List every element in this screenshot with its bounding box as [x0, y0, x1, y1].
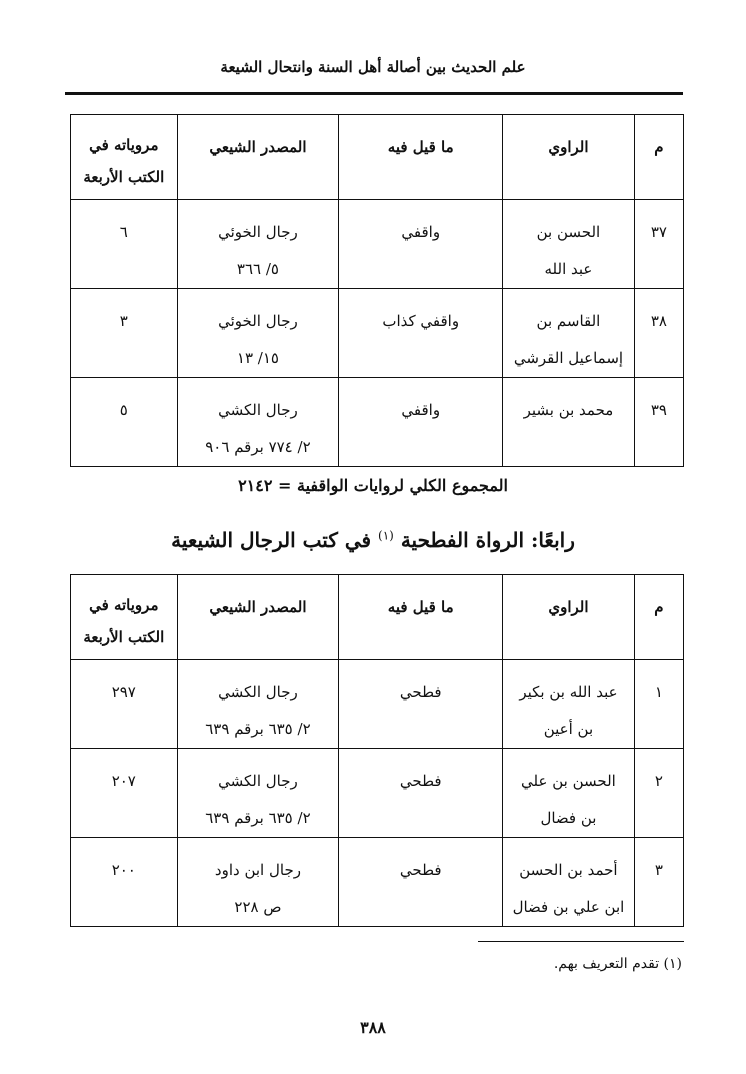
- table-header-row: [71, 115, 684, 200]
- said-cell: واقفي كذاب: [339, 289, 503, 378]
- table-row: [71, 200, 684, 289]
- running-head: علم الحديث بين أصالة أهل السنة وانتحال الشيعة: [220, 58, 526, 76]
- section-title-main: رابعًا: الرواة الفطحية: [400, 528, 575, 552]
- narrator-cell: عبد الله بن بكير بن أعين: [503, 660, 635, 749]
- fathi-narrators-table: [70, 574, 684, 927]
- source-cell: رجال الخوئي ٥/ ٣٦٦: [177, 200, 339, 289]
- table-row: [71, 378, 684, 467]
- section-title: [0, 528, 746, 552]
- col-header-num: م: [634, 575, 683, 660]
- source-cell: رجال الخوئي ١٥/ ١٣: [177, 289, 339, 378]
- table-row: [71, 289, 684, 378]
- count-cell: ٢٠٠: [71, 838, 178, 927]
- narrator-cell: محمد بن بشير: [503, 378, 635, 467]
- footnote: (١) تقدم التعريف بهم.: [553, 956, 682, 972]
- narrator-cell: أحمد بن الحسن ابن علي بن فضال: [503, 838, 635, 927]
- count-cell: ٥: [71, 378, 178, 467]
- col-header-narrator: الراوي: [503, 115, 635, 200]
- row-number: ٣٧: [634, 200, 683, 289]
- source-cell: رجال الكشي ٢/ ٦٣٥ برقم ٦٣٩: [177, 660, 339, 749]
- table-row: [71, 660, 684, 749]
- said-cell: فطحي: [339, 838, 503, 927]
- col-header-count: مروياته في الكتب الأربعة: [71, 575, 178, 660]
- col-header-said: ما قيل فيه: [339, 575, 503, 660]
- table-row: [71, 749, 684, 838]
- narrator-cell: الحسن بن عبد الله: [503, 200, 635, 289]
- source-cell: رجال الكشي ٢/ ٧٧٤ برقم ٩٠٦: [177, 378, 339, 467]
- count-cell: ٢٠٧: [71, 749, 178, 838]
- section-title-rest: في كتب الرجال الشيعية: [171, 528, 372, 552]
- col-header-count: مروياته في الكتب الأربعة: [71, 115, 178, 200]
- col-header-said: ما قيل فيه: [339, 115, 503, 200]
- source-cell: رجال ابن داود ص ٢٢٨: [177, 838, 339, 927]
- col-header-source: المصدر الشيعي: [177, 575, 339, 660]
- said-cell: واقفي: [339, 200, 503, 289]
- said-cell: فطحي: [339, 749, 503, 838]
- col-header-source: المصدر الشيعي: [177, 115, 339, 200]
- count-cell: ٦: [71, 200, 178, 289]
- said-cell: فطحي: [339, 660, 503, 749]
- narrator-cell: الحسن بن علي بن فضال: [503, 749, 635, 838]
- row-number: ٣: [634, 838, 683, 927]
- count-cell: ٣: [71, 289, 178, 378]
- row-number: ٢: [634, 749, 683, 838]
- footnote-rule: [478, 941, 684, 942]
- footnote-marker: (١): [378, 528, 394, 543]
- count-cell: ٢٩٧: [71, 660, 178, 749]
- source-cell: رجال الكشي ٢/ ٦٣٥ برقم ٦٣٩: [177, 749, 339, 838]
- header-rule: [65, 92, 683, 95]
- page-number: ٣٨٨: [360, 1018, 386, 1037]
- row-number: ٣٨: [634, 289, 683, 378]
- table-header-row: [71, 575, 684, 660]
- row-number: ١: [634, 660, 683, 749]
- waqifi-narrators-table: [70, 114, 684, 467]
- table-row: [71, 838, 684, 927]
- said-cell: واقفي: [339, 378, 503, 467]
- row-number: ٣٩: [634, 378, 683, 467]
- narrator-cell: القاسم بن إسماعيل القرشي: [503, 289, 635, 378]
- col-header-num: م: [634, 115, 683, 200]
- col-header-narrator: الراوي: [503, 575, 635, 660]
- waqifi-total-line: المجموع الكلي لروايات الواقفية = ٢١٤٢: [238, 476, 508, 495]
